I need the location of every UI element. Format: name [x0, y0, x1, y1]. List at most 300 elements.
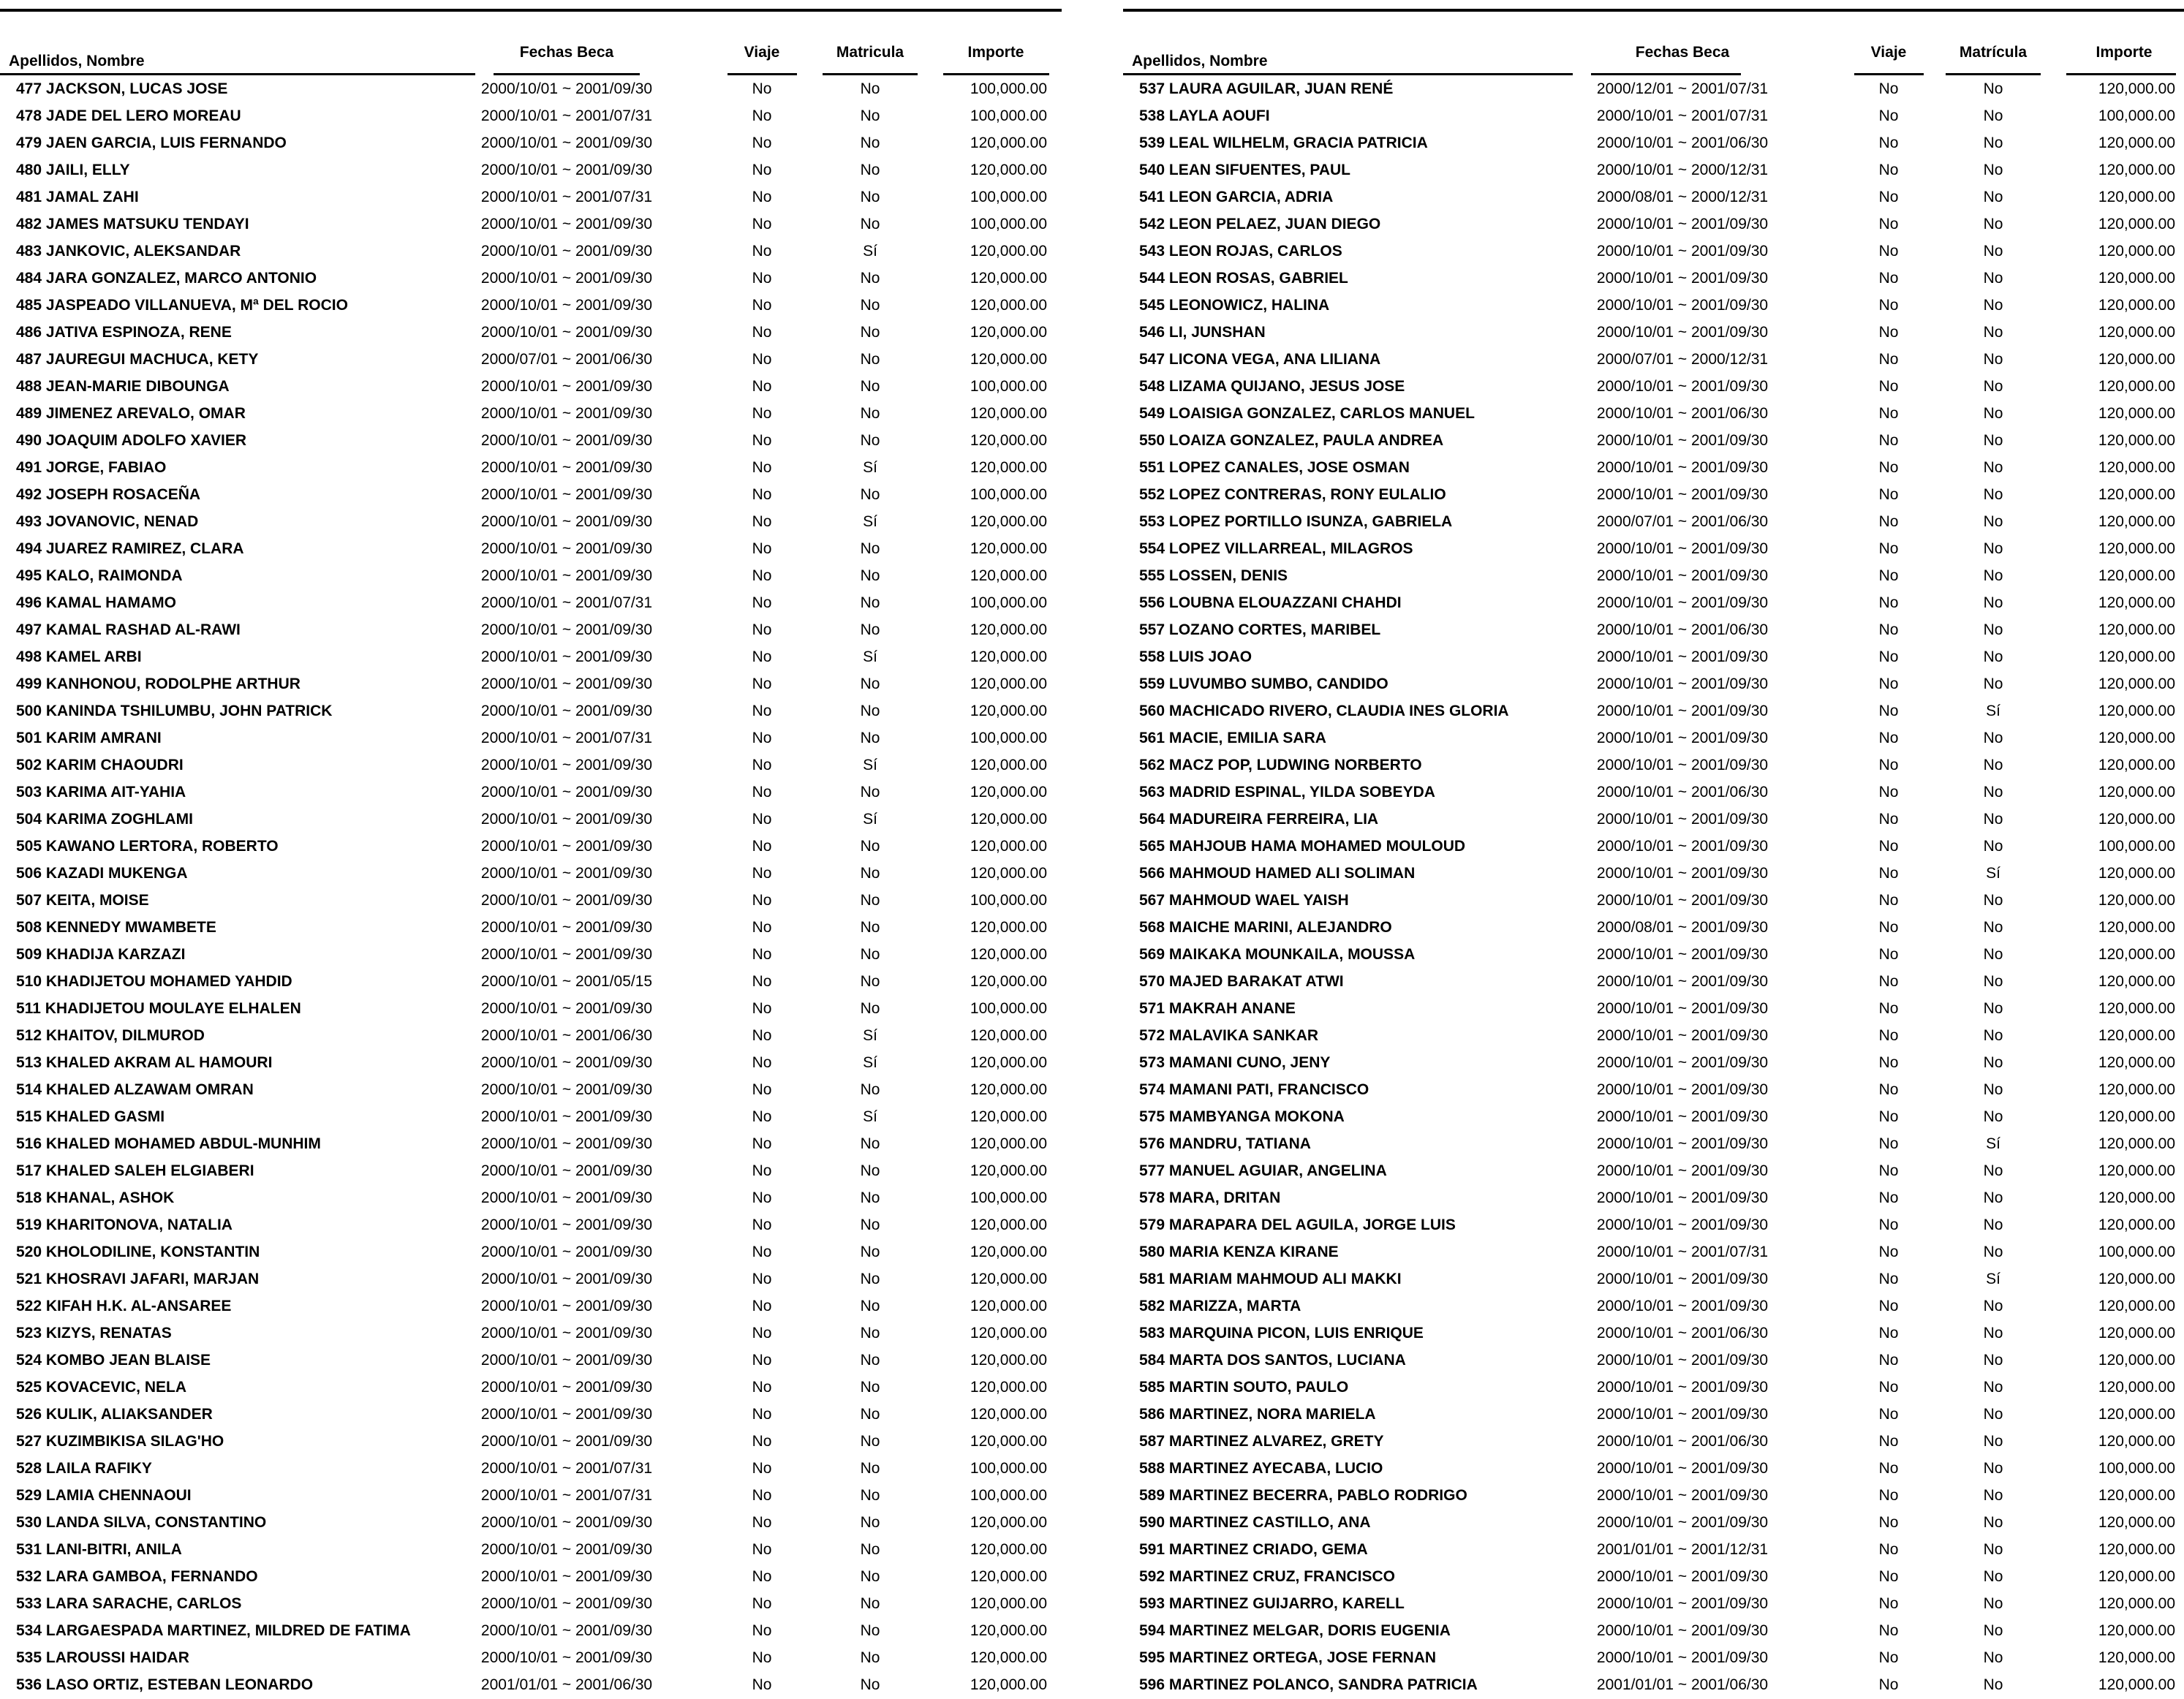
row-name: 499 KANHONOU, RODOLPHE ARTHUR	[16, 676, 301, 692]
row-name: 588 MARTINEZ AYECABA, LUCIO	[1139, 1460, 1383, 1477]
table-row	[1123, 130, 2184, 157]
row-name: 487 JAUREGUI MACHUCA, KETY	[16, 351, 259, 368]
table-row	[1123, 644, 2184, 671]
row-viaje: No	[752, 973, 772, 990]
table-row	[0, 1645, 1062, 1672]
row-importe: 120,000.00	[970, 540, 1047, 557]
row-importe: 120,000.00	[2098, 297, 2175, 314]
row-viaje: No	[1878, 324, 1899, 341]
row-viaje: No	[752, 1541, 772, 1558]
row-viaje: No	[1878, 540, 1899, 557]
row-matricula: No	[1983, 324, 2003, 341]
row-dates: 2000/10/01 ~ 2001/09/30	[480, 919, 653, 936]
row-importe: 120,000.00	[2098, 1298, 2175, 1314]
row-importe: 120,000.00	[970, 1676, 1047, 1693]
row-dates: 2000/10/01 ~ 2001/09/30	[480, 703, 653, 719]
row-name: 579 MARAPARA DEL AGUILA, JORGE LUIS	[1139, 1216, 1456, 1233]
row-dates: 2000/10/01 ~ 2001/09/30	[480, 162, 653, 178]
row-viaje: No	[752, 1676, 772, 1693]
table-row	[0, 1131, 1062, 1158]
row-name: 523 KIZYS, RENATAS	[16, 1325, 172, 1342]
row-viaje: No	[752, 324, 772, 341]
row-viaje: No	[752, 1244, 772, 1260]
row-importe: 120,000.00	[2098, 1595, 2175, 1612]
row-viaje: No	[752, 1352, 772, 1369]
row-viaje: No	[752, 1054, 772, 1071]
row-name: 545 LEONOWICZ, HALINA	[1139, 297, 1330, 314]
table-row	[0, 1510, 1062, 1537]
row-name: 504 KARIMA ZOGHLAMI	[16, 811, 193, 828]
row-viaje: No	[752, 432, 772, 449]
row-matricula: No	[1983, 1487, 2003, 1504]
row-viaje: No	[1878, 838, 1899, 855]
header-rule	[823, 73, 918, 75]
row-importe: 120,000.00	[2098, 784, 2175, 801]
row-viaje: No	[1878, 1271, 1899, 1287]
header-rule	[2066, 73, 2176, 75]
row-matricula: No	[1983, 1027, 2003, 1044]
row-matricula: No	[1983, 757, 2003, 773]
table-row	[1123, 1347, 2184, 1374]
table-row	[0, 1239, 1062, 1266]
row-dates: 2000/10/01 ~ 2001/09/30	[1596, 1622, 1769, 1639]
table-row	[0, 1401, 1062, 1429]
row-viaje: No	[752, 162, 772, 178]
table-row	[1123, 347, 2184, 374]
row-matricula: No	[860, 784, 880, 801]
row-importe: 120,000.00	[2098, 459, 2175, 476]
row-name: 574 MAMANI PATI, FRANCISCO	[1139, 1081, 1369, 1098]
table-row	[1123, 103, 2184, 130]
row-viaje: No	[752, 1406, 772, 1423]
row-viaje: No	[1878, 270, 1899, 287]
row-viaje: No	[1878, 1325, 1899, 1342]
row-name: 563 MADRID ESPINAL, YILDA SOBEYDA	[1139, 784, 1435, 801]
row-importe: 120,000.00	[970, 1054, 1047, 1071]
table-row	[0, 1591, 1062, 1618]
row-matricula: Sí	[863, 1054, 877, 1071]
row-viaje: No	[1878, 351, 1899, 368]
row-importe: 120,000.00	[970, 1541, 1047, 1558]
header-matricula: Matrícula	[1959, 44, 2028, 61]
row-name: 561 MACIE, EMILIA SARA	[1139, 730, 1326, 746]
row-matricula: No	[860, 107, 880, 124]
row-dates: 2000/10/01 ~ 2001/09/30	[480, 459, 653, 476]
row-dates: 2000/10/01 ~ 2001/09/30	[480, 1244, 653, 1260]
row-importe: 120,000.00	[970, 1216, 1047, 1233]
row-dates: 2000/10/01 ~ 2001/09/30	[480, 811, 653, 828]
top-rule	[1123, 9, 2184, 12]
row-viaje: No	[1878, 1108, 1899, 1125]
row-dates: 2000/10/01 ~ 2001/09/30	[480, 567, 653, 584]
row-dates: 2000/10/01 ~ 2001/09/30	[1596, 1162, 1769, 1179]
row-dates: 2000/10/01 ~ 2001/09/30	[1596, 1379, 1769, 1396]
row-name: 546 LI, JUNSHAN	[1139, 324, 1266, 341]
row-matricula: No	[860, 486, 880, 503]
row-name: 575 MAMBYANGA MOKONA	[1139, 1108, 1345, 1125]
row-name: 591 MARTINEZ CRIADO, GEMA	[1139, 1541, 1368, 1558]
table-row	[0, 1104, 1062, 1131]
row-importe: 120,000.00	[970, 1433, 1047, 1450]
table-row	[0, 265, 1062, 292]
row-name: 586 MARTINEZ, NORA MARIELA	[1139, 1406, 1376, 1423]
row-name: 548 LIZAMA QUIJANO, JESUS JOSE	[1139, 378, 1405, 395]
row-viaje: No	[752, 1379, 772, 1396]
row-dates: 2000/10/01 ~ 2001/09/30	[480, 1433, 653, 1450]
row-matricula: No	[1983, 892, 2003, 909]
row-dates: 2000/10/01 ~ 2001/09/30	[480, 513, 653, 530]
row-importe: 120,000.00	[970, 1649, 1047, 1666]
row-importe: 120,000.00	[970, 919, 1047, 936]
row-dates: 2000/10/01 ~ 2001/07/31	[480, 594, 653, 611]
row-importe: 100,000.00	[970, 1000, 1047, 1017]
row-matricula: No	[860, 1379, 880, 1396]
row-importe: 120,000.00	[2098, 703, 2175, 719]
row-viaje: No	[752, 351, 772, 368]
row-matricula: Sí	[863, 1108, 877, 1125]
table-row	[0, 806, 1062, 833]
row-importe: 120,000.00	[2098, 540, 2175, 557]
row-name: 495 KALO, RAIMONDA	[16, 567, 183, 584]
row-dates: 2000/10/01 ~ 2001/09/30	[1596, 811, 1769, 828]
row-name: 544 LEON ROSAS, GABRIEL	[1139, 270, 1348, 287]
row-viaje: No	[752, 676, 772, 692]
table-row	[0, 238, 1062, 265]
table-row	[0, 1050, 1062, 1077]
header-rule	[1591, 73, 1741, 75]
row-dates: 2000/08/01 ~ 2001/09/30	[1596, 919, 1769, 936]
row-matricula: No	[860, 1541, 880, 1558]
table-row	[0, 698, 1062, 725]
header-matricula: Matricula	[836, 44, 904, 61]
row-dates: 2000/10/01 ~ 2001/09/30	[480, 1325, 653, 1342]
row-viaje: No	[1878, 784, 1899, 801]
row-importe: 100,000.00	[970, 1189, 1047, 1206]
row-name: 553 LOPEZ PORTILLO ISUNZA, GABRIELA	[1139, 513, 1453, 530]
row-importe: 120,000.00	[970, 1271, 1047, 1287]
row-name: 481 JAMAL ZAHI	[16, 189, 139, 205]
row-name: 478 JADE DEL LERO MOREAU	[16, 107, 241, 124]
row-matricula: No	[860, 1189, 880, 1206]
row-viaje: No	[752, 567, 772, 584]
table-row	[1123, 401, 2184, 428]
row-name: 534 LARGAESPADA MARTINEZ, MILDRED DE FATIMA	[16, 1622, 411, 1639]
row-name: 525 KOVACEVIC, NELA	[16, 1379, 186, 1396]
row-name: 488 JEAN-MARIE DIBOUNGA	[16, 378, 230, 395]
row-matricula: No	[1983, 946, 2003, 963]
row-viaje: No	[1878, 1460, 1899, 1477]
row-dates: 2000/10/01 ~ 2001/06/30	[1596, 405, 1769, 422]
table-row	[0, 103, 1062, 130]
table-row	[1123, 833, 2184, 860]
row-viaje: No	[752, 1162, 772, 1179]
row-name: 543 LEON ROJAS, CARLOS	[1139, 243, 1342, 260]
row-matricula: No	[1983, 1595, 2003, 1612]
row-viaje: No	[752, 594, 772, 611]
row-name: 587 MARTINEZ ALVAREZ, GRETY	[1139, 1433, 1384, 1450]
row-importe: 120,000.00	[970, 676, 1047, 692]
row-viaje: No	[1878, 1568, 1899, 1585]
table-row	[0, 1456, 1062, 1483]
row-viaje: No	[752, 135, 772, 151]
table-header	[0, 44, 1062, 70]
row-matricula: No	[1983, 80, 2003, 97]
row-dates: 2000/10/01 ~ 2001/09/30	[480, 676, 653, 692]
row-matricula: No	[1983, 1108, 2003, 1125]
row-name: 496 KAMAL HAMAMO	[16, 594, 176, 611]
row-name: 560 MACHICADO RIVERO, CLAUDIA INES GLORIA	[1139, 703, 1509, 719]
row-name: 528 LAILA RAFIKY	[16, 1460, 152, 1477]
row-dates: 2000/10/01 ~ 2001/09/30	[480, 784, 653, 801]
row-matricula: No	[860, 703, 880, 719]
row-name: 514 KHALED ALZAWAM OMRAN	[16, 1081, 254, 1098]
row-importe: 120,000.00	[970, 1325, 1047, 1342]
row-name: 559 LUVUMBO SUMBO, CANDIDO	[1139, 676, 1388, 692]
row-dates: 2000/10/01 ~ 2001/07/31	[480, 730, 653, 746]
row-importe: 120,000.00	[2098, 1325, 2175, 1342]
row-importe: 120,000.00	[2098, 162, 2175, 178]
row-matricula: No	[860, 621, 880, 638]
table-row	[0, 617, 1062, 644]
table-row	[0, 292, 1062, 319]
row-importe: 120,000.00	[970, 1135, 1047, 1152]
table-row	[1123, 265, 2184, 292]
row-viaje: No	[752, 80, 772, 97]
row-importe: 120,000.00	[2098, 1379, 2175, 1396]
row-viaje: No	[1878, 1298, 1899, 1314]
row-matricula: No	[1983, 1298, 2003, 1314]
row-name: 551 LOPEZ CANALES, JOSE OSMAN	[1139, 459, 1410, 476]
row-importe: 120,000.00	[970, 567, 1047, 584]
row-name: 539 LEAL WILHELM, GRACIA PATRICIA	[1139, 135, 1428, 151]
row-importe: 120,000.00	[2098, 1406, 2175, 1423]
row-matricula: No	[1983, 1568, 2003, 1585]
row-matricula: No	[1983, 1054, 2003, 1071]
row-name: 489 JIMENEZ AREVALO, OMAR	[16, 405, 246, 422]
row-matricula: No	[860, 432, 880, 449]
row-name: 581 MARIAM MAHMOUD ALI MAKKI	[1139, 1271, 1402, 1287]
row-viaje: No	[1878, 1541, 1899, 1558]
row-matricula: No	[860, 1162, 880, 1179]
header-dates: Fechas Beca	[1635, 44, 1730, 61]
row-matricula: No	[860, 973, 880, 990]
row-importe: 120,000.00	[970, 648, 1047, 665]
row-importe: 120,000.00	[970, 1379, 1047, 1396]
row-viaje: No	[1878, 648, 1899, 665]
row-importe: 120,000.00	[2098, 1054, 2175, 1071]
header-name: Apellidos, Nombre	[1132, 53, 1268, 69]
row-importe: 120,000.00	[2098, 1108, 2175, 1125]
row-viaje: No	[752, 243, 772, 260]
table-row	[0, 401, 1062, 428]
table-row	[0, 1537, 1062, 1564]
table-row	[1123, 888, 2184, 915]
table-row	[0, 644, 1062, 671]
row-name: 485 JASPEADO VILLANUEVA, Mª DEL ROCIO	[16, 297, 348, 314]
row-viaje: No	[752, 1108, 772, 1125]
table-row	[1123, 292, 2184, 319]
row-dates: 2000/10/01 ~ 2001/09/30	[1596, 676, 1769, 692]
row-name: 531 LANI-BITRI, ANILA	[16, 1541, 182, 1558]
row-matricula: No	[1983, 1244, 2003, 1260]
row-dates: 2000/10/01 ~ 2001/09/30	[1596, 892, 1769, 909]
row-viaje: No	[752, 648, 772, 665]
row-matricula: No	[860, 676, 880, 692]
row-name: 562 MACZ POP, LUDWING NORBERTO	[1139, 757, 1422, 773]
row-dates: 2000/10/01 ~ 2001/09/30	[1596, 1298, 1769, 1314]
row-matricula: No	[1983, 784, 2003, 801]
row-dates: 2000/10/01 ~ 2001/09/30	[480, 757, 653, 773]
row-name: 565 MAHJOUB HAMA MOHAMED MOULOUD	[1139, 838, 1466, 855]
row-viaje: No	[1878, 946, 1899, 963]
row-viaje: No	[752, 1325, 772, 1342]
row-dates: 2000/10/01 ~ 2001/09/30	[1596, 1352, 1769, 1369]
row-viaje: No	[752, 1081, 772, 1098]
row-matricula: No	[1983, 1541, 2003, 1558]
row-matricula: No	[860, 1649, 880, 1666]
row-viaje: No	[1878, 621, 1899, 638]
row-name: 557 LOZANO CORTES, MARIBEL	[1139, 621, 1381, 638]
table-row	[0, 428, 1062, 455]
row-importe: 120,000.00	[2098, 1000, 2175, 1017]
row-importe: 120,000.00	[2098, 594, 2175, 611]
table-row	[0, 1212, 1062, 1239]
row-name: 509 KHADIJA KARZAZI	[16, 946, 186, 963]
row-importe: 120,000.00	[970, 757, 1047, 773]
row-importe: 120,000.00	[2098, 621, 2175, 638]
row-matricula: No	[1983, 1325, 2003, 1342]
table-row	[1123, 1645, 2184, 1672]
row-viaje: No	[1878, 757, 1899, 773]
row-viaje: No	[1878, 1162, 1899, 1179]
row-viaje: No	[1878, 594, 1899, 611]
row-dates: 2000/10/01 ~ 2001/09/30	[480, 1298, 653, 1314]
table-row	[1123, 211, 2184, 238]
row-name: 506 KAZADI MUKENGA	[16, 865, 188, 882]
table-row	[1123, 1618, 2184, 1645]
row-importe: 120,000.00	[2098, 1487, 2175, 1504]
row-matricula: Sí	[863, 757, 877, 773]
row-dates: 2000/10/01 ~ 2001/09/30	[1596, 730, 1769, 746]
row-name: 515 KHALED GASMI	[16, 1108, 165, 1125]
table-row	[0, 969, 1062, 996]
row-dates: 2000/10/01 ~ 2001/09/30	[1596, 459, 1769, 476]
table-row	[1123, 1185, 2184, 1212]
row-matricula: No	[860, 1595, 880, 1612]
row-name: 583 MARQUINA PICON, LUIS ENRIQUE	[1139, 1325, 1424, 1342]
row-importe: 120,000.00	[2098, 865, 2175, 882]
row-name: 484 JARA GONZALEZ, MARCO ANTONIO	[16, 270, 317, 287]
row-name: 521 KHOSRAVI JAFARI, MARJAN	[16, 1271, 260, 1287]
row-matricula: No	[860, 1622, 880, 1639]
row-name: 529 LAMIA CHENNAOUI	[16, 1487, 192, 1504]
row-importe: 100,000.00	[970, 1460, 1047, 1477]
row-importe: 120,000.00	[970, 1595, 1047, 1612]
row-viaje: No	[752, 1487, 772, 1504]
row-matricula: No	[1983, 270, 2003, 287]
table-row	[0, 1185, 1062, 1212]
row-importe: 120,000.00	[2098, 80, 2175, 97]
row-viaje: No	[1878, 1352, 1899, 1369]
row-matricula: Sí	[1986, 1271, 2000, 1287]
row-viaje: No	[1878, 1081, 1899, 1098]
row-importe: 120,000.00	[970, 1568, 1047, 1585]
row-name: 566 MAHMOUD HAMED ALI SOLIMAN	[1139, 865, 1416, 882]
row-matricula: No	[860, 567, 880, 584]
row-viaje: No	[752, 486, 772, 503]
row-name: 526 KULIK, ALIAKSANDER	[16, 1406, 213, 1423]
table-row	[0, 563, 1062, 590]
row-name: 595 MARTINEZ ORTEGA, JOSE FERNAN	[1139, 1649, 1437, 1666]
table-row	[1123, 76, 2184, 103]
row-matricula: No	[1983, 297, 2003, 314]
row-dates: 2000/10/01 ~ 2001/05/15	[480, 973, 653, 990]
row-importe: 120,000.00	[2098, 243, 2175, 260]
table-row	[1123, 536, 2184, 563]
table-row	[0, 1374, 1062, 1401]
row-viaje: No	[752, 513, 772, 530]
row-matricula: No	[860, 1676, 880, 1693]
row-importe: 120,000.00	[2098, 811, 2175, 828]
row-viaje: No	[752, 1460, 772, 1477]
row-name: 530 LANDA SILVA, CONSTANTINO	[16, 1514, 267, 1531]
row-dates: 2000/10/01 ~ 2001/09/30	[480, 1595, 653, 1612]
row-viaje: No	[752, 757, 772, 773]
row-importe: 100,000.00	[2098, 1460, 2175, 1477]
row-viaje: No	[752, 378, 772, 395]
row-name: 524 KOMBO JEAN BLAISE	[16, 1352, 211, 1369]
row-matricula: No	[860, 892, 880, 909]
row-name: 527 KUZIMBIKISA SILAG'HO	[16, 1433, 224, 1450]
row-dates: 2000/10/01 ~ 2001/09/30	[1596, 1595, 1769, 1612]
row-viaje: No	[1878, 459, 1899, 476]
table-row	[0, 833, 1062, 860]
table-row	[0, 347, 1062, 374]
row-dates: 2000/10/01 ~ 2001/06/30	[1596, 135, 1769, 151]
header-viaje: Viaje	[744, 44, 780, 61]
row-name: 505 KAWANO LERTORA, ROBERTO	[16, 838, 279, 855]
row-name: 590 MARTINEZ CASTILLO, ANA	[1139, 1514, 1371, 1531]
row-importe: 100,000.00	[2098, 107, 2175, 124]
row-dates: 2000/10/01 ~ 2001/07/31	[480, 107, 653, 124]
table-row	[0, 1158, 1062, 1185]
row-name: 513 KHALED AKRAM AL HAMOURI	[16, 1054, 273, 1071]
row-dates: 2000/10/01 ~ 2001/09/30	[480, 1189, 653, 1206]
row-matricula: No	[860, 378, 880, 395]
row-matricula: No	[860, 162, 880, 178]
row-dates: 2000/07/01 ~ 2001/06/30	[1596, 513, 1769, 530]
row-importe: 120,000.00	[970, 865, 1047, 882]
row-name: 573 MAMANI CUNO, JENY	[1139, 1054, 1331, 1071]
row-matricula: Sí	[863, 811, 877, 828]
row-importe: 120,000.00	[2098, 1352, 2175, 1369]
table-row	[1123, 915, 2184, 942]
row-name: 533 LARA SARACHE, CARLOS	[16, 1595, 242, 1612]
row-name: 567 MAHMOUD WAEL YAISH	[1139, 892, 1349, 909]
table-row	[0, 1320, 1062, 1347]
row-matricula: No	[1983, 1352, 2003, 1369]
row-matricula: No	[1983, 1514, 2003, 1531]
row-dates: 2000/10/01 ~ 2001/09/30	[480, 1649, 653, 1666]
header-importe: Importe	[2096, 44, 2153, 61]
table-row	[1123, 942, 2184, 969]
row-name: 577 MANUEL AGUIAR, ANGELINA	[1139, 1162, 1387, 1179]
table-row	[1123, 1401, 2184, 1429]
row-name: 510 KHADIJETOU MOHAMED YAHDID	[16, 973, 292, 990]
row-dates: 2000/10/01 ~ 2001/09/30	[480, 486, 653, 503]
row-matricula: No	[1983, 648, 2003, 665]
row-viaje: No	[1878, 1379, 1899, 1396]
